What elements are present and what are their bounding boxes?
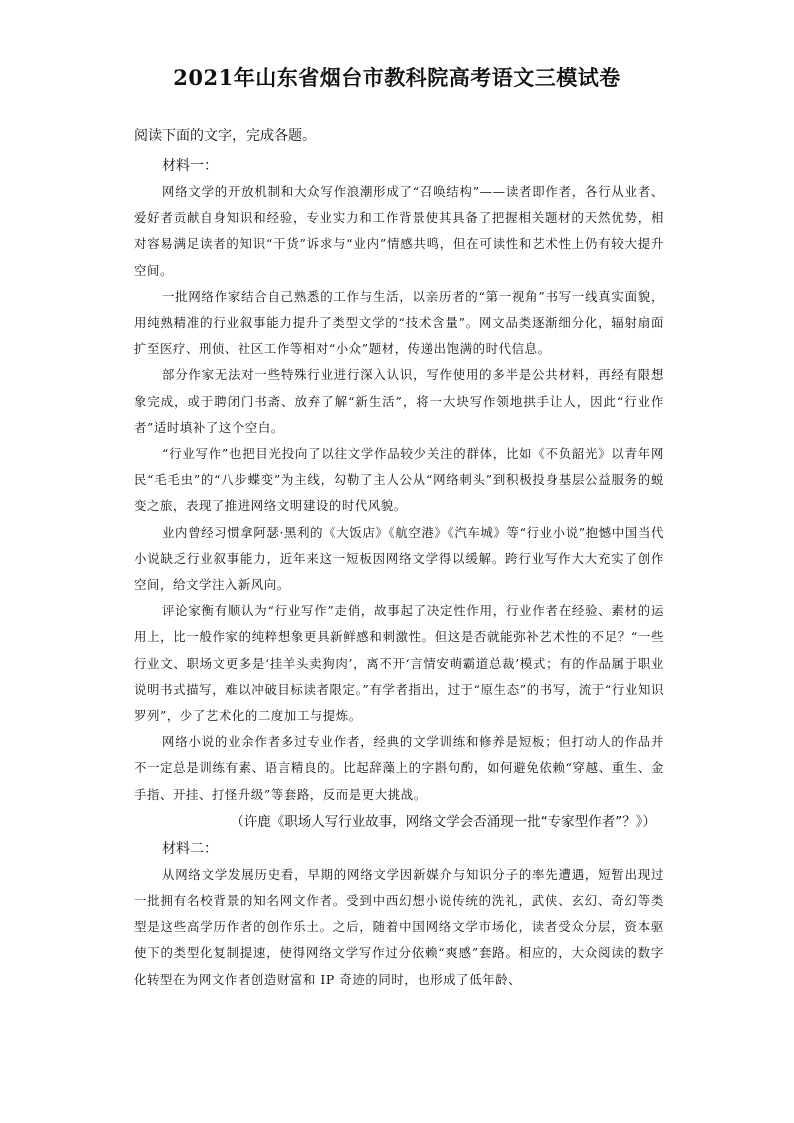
- reading-instruction: 阅读下面的文字，完成各题。: [134, 128, 316, 144]
- material-one-paragraph-1: 网络文学的开放机制和大众写作浪潮形成了“召唤结构”——读者即作者，各行从业者、爱好者贡献自身知识和经验，专业实力和工作背景使其具备了把握相关题材的天然优势，相对容易满足读者的知识“干货”诉求与“业内”情感共鸣，但在可读性和艺术性上仍有较大提升空间。: [134, 184, 664, 278]
- material-two-paragraph-1: 从网络文学发展历史看，早期的网络文学因新媒介与知识分子的率先遭遇，短暂出现过一批拥有名校背景的知名网文作者。受到中西幻想小说传统的洗礼，武侠、玄幻、奇幻等类型是这些高学历作者的创作乐土。之后，随着中国网络文学市场化，读者受众分层，资本驱使下的类型化复制提速，使得网络文学写作过分依赖“爽感”套路。相应的，大众阅读的数字化转型在为网文作者创造财富和 IP 奇迹的同时，也形成了低年龄、: [134, 866, 664, 987]
- material-two-heading: 材料二：: [162, 840, 218, 857]
- reading-passage: [134, 153, 664, 993]
- material-one-paragraph-6: 评论家衡有顺认为“行业写作”走俏，故事起了决定性作用，行业作者在经验、素材的运用上，比一般作家的纯粹想象更具新鲜感和刺激性。但这是否就能弥补艺术性的不足？“一些行业文、职场文更多是‘挂羊头卖狗肉’，离不开‘言情安萌霸道总裁’模式；有的作品属于职业说明书式描写，难以冲破目标读者限定。”有学者指出，过于“原生态”的书写，流于“行业知识罗列”，少了艺术化的二度加工与提炼。: [134, 603, 664, 724]
- material-one-source-citation: （许鹿《职场人写行业故事，网络文学会否涌现一批“专家型作者”？》）: [230, 813, 656, 830]
- material-one-paragraph-3: 部分作家无法对一些特殊行业进行深入认识，写作使用的多半是公共材料，再经有限想象完成，或于聘闭门书斋、放弃了解“新生活”，将一大块写作领地拱手让人，因此“行业作者”适时填补了这个空白。: [134, 367, 664, 435]
- material-one-heading: 材料一：: [162, 158, 218, 174]
- material-one-paragraph-2: 一批网络作家结合自己熟悉的工作与生活，以亲历者的“第一视角”书写一线真实面貌，用纯熟精准的行业叙事能力提升了类型文学的“技术含量”。网文品类逐渐细分化，辐射扇面扩至医疗、刑侦、社区工作等相对“小众”题材，传递出饱满的时代信息。: [134, 288, 664, 357]
- material-one-paragraph-7: 网络小说的业余作者多过专业作者，经典的文学训练和修养是短板；但打动人的作品并不一定总是训练有素、语言精良的。比起辞藻上的字斟句酌，如何避免依赖“穿越、重生、金手指、开挂、打怪升级”等套路，反而是更大挑战。: [134, 734, 664, 802]
- material-one-paragraph-5: 业内曾经习惯拿阿瑟·黑利的《大饭店》《航空港》《汽车城》等“行业小说”抱憾中国当代小说缺乏行业叙事能力，近年来这一短板因网络文学得以缓解。跨行业写作大大充实了创作空间，给文学注入新风向。: [134, 524, 664, 593]
- page-title: 2021年山东省烟台市教科院高考语文三模试卷: [173, 65, 621, 90]
- material-one-paragraph-4: “行业写作”也把目光投向了以往文学作品较少关注的群体，比如《不负韶光》以青年网民“毛毛虫”的“八步蝶变”为主线，勾勒了主人公从“网络刺头”到积极投身基层公益服务的蜕变之旅，表现了推进网络文明建设的时代风貌。: [134, 446, 664, 514]
